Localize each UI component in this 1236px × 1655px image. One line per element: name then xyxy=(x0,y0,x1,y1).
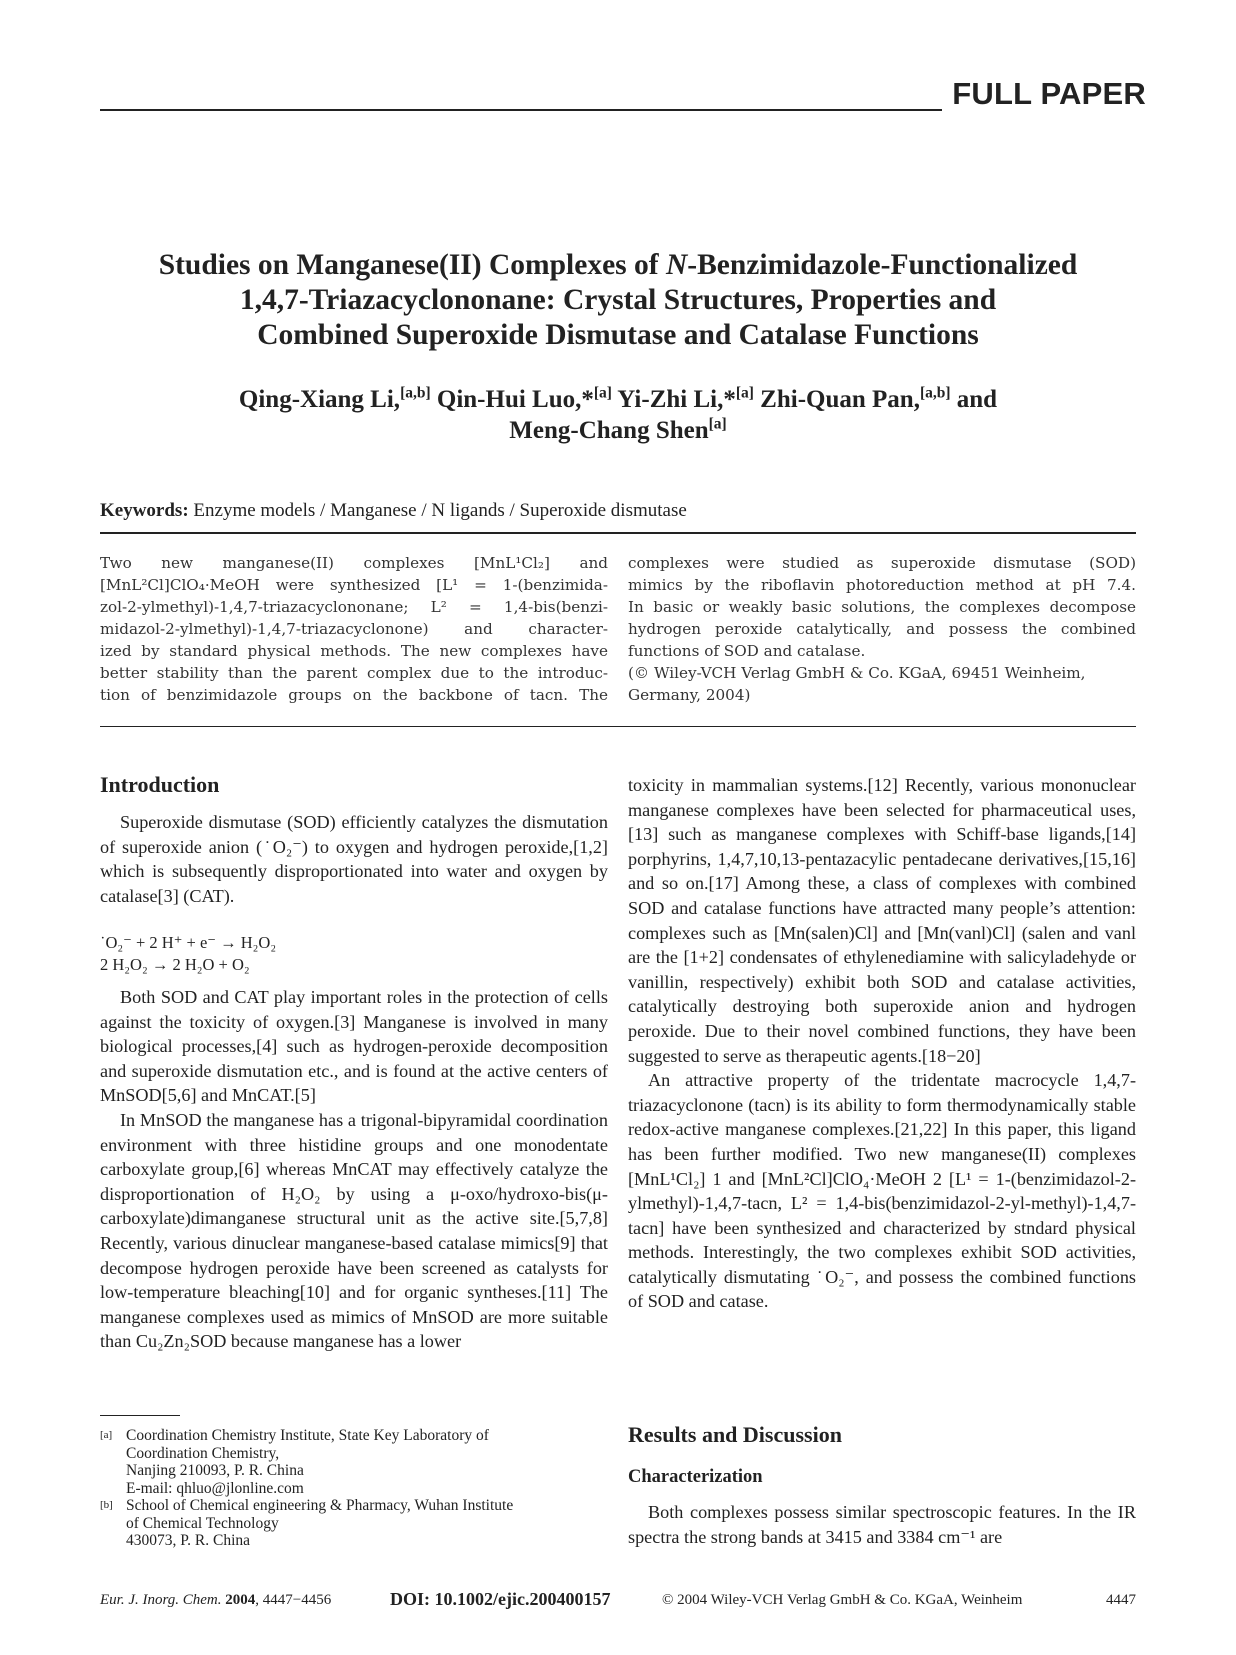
abstract-line: zol-2-ylmethyl)-1,4,7-triazacyclononane; L² = 1,4-bis(benzi- xyxy=(100,598,608,616)
abstract-top-rule xyxy=(100,532,1136,534)
keywords: Keywords: Enzyme models / Manganese / N ligands / Superoxide dismutase xyxy=(100,500,687,521)
footnote-b: [b] School of Chemical engineering & Pharmacy, Wuhan Institute of Chemical Technology 430073, P. R. China xyxy=(100,1497,514,1549)
subsection-heading-characterization: Characterization xyxy=(628,1467,763,1487)
page-title: Studies on Manganese(II) Complexes of N-Benzimidazole-Functionalized 1,4,7-Triazacyclononane: Crystal Structures, Properties and Combined Superoxide Dismutase and Catalase Functions xyxy=(100,248,1136,353)
characterization-paragraph: Both complexes possess similar spectroscopic features. In the IR spectra the strong bands at 3415 and 3384 cm⁻¹ are xyxy=(628,1502,1136,1547)
footer-doi: DOI: 10.1002/ejic.200400157 xyxy=(390,1589,611,1609)
abstract-line: complexes were studied as superoxide dismutase (SOD) xyxy=(628,554,1136,572)
abstract-line: [MnL²Cl]ClO₄·MeOH were synthesized [L¹ = 1-(benzimida- xyxy=(100,576,608,594)
right-column-text: toxicity in mammalian systems.[12] Recently, various mononuclear manganese complexes have been selected for pharmaceutical uses,[13] such as manganese complexes with Schiff-base ligands,[14] porphyrins, 1,4,7,10,13-pentazacylic pentadecane derivatives,[15,16] and so on.[17] Among these, a class of complexes with combined SOD and catalase functions have attracted many people’s attention: complexes such as [Mn(salen)Cl] and [Mn(vanl)Cl] (salen and vanl are the [1+2] condensates of ethylenediamine with salicyladehyde or vanillin, respectively) exhibit both SOD and catalase activities, catalytically destroying both superoxide anion and hydrogen peroxide. Due to their novel combined functions, they have been suggested to serve as therapeutic agents.[18−20] An attractive property of the tridentate macrocycle 1,4,7-triazacyclonone (tacn) is its ability to form thermodynamically stable redox-active manganese complexes.[21,22] In this paper, this ligand has been further modified. Two new manganese(II) complexes [MnL¹Cl₂] 1 and [MnL²Cl]ClO₄·MeOH 2 [L¹ = 1-(benzimidazol-2-ylmethyl)-1,4,7-tacn, L² = 1,4-bis(benzimidazol-2-yl-methyl)-1,4,7-tacn] have been synthesized and characterized by stndard physical methods. Interestingly, the two complexes exhibit SOD activities, catalytically dismutating ˙O₂⁻, and possess the combined functions of SOD and catase. xyxy=(628,775,1136,1312)
footer-copyright: © 2004 Wiley-VCH Verlag GmbH & Co. KGaA, Weinheim xyxy=(662,1592,1023,1608)
abstract-line: In basic or weakly basic solutions, the complexes decompose xyxy=(628,598,1136,616)
section-label: FULL PAPER xyxy=(952,76,1146,111)
section-heading-introduction: Introduction xyxy=(100,772,220,797)
abstract-line: (© Wiley-VCH Verlag GmbH & Co. KGaA, 69451 Weinheim, xyxy=(628,664,1086,682)
abstract-line: better stability than the parent complex due to the introduc- xyxy=(100,664,608,682)
footnotes xyxy=(100,1427,610,1550)
abstract-line: functions of SOD and catalase. xyxy=(628,642,866,660)
equation-1: ˙O₂⁻ + 2 H⁺ + e⁻ → H₂O₂ xyxy=(100,933,277,952)
author-list: Qing-Xiang Li,[a,b] Qin-Hui Luo,*[a] Yi-Zhi Li,*[a] Zhi-Quan Pan,[a,b] and Meng-Chang Shen[a] xyxy=(238,384,998,444)
abstract-line: ized by standard physical methods. The new complexes have xyxy=(100,642,608,660)
title-line-2: 1,4,7-Triazacyclononane: Crystal Structures, Properties and xyxy=(239,284,997,316)
header-rule xyxy=(100,109,942,111)
abstract-line: Two new manganese(II) complexes [MnL¹Cl₂] and xyxy=(100,554,608,572)
footnote-rule xyxy=(100,1415,180,1416)
intro-paragraph-1: Superoxide dismutase (SOD) efficiently catalyzes the dismutation of superoxide anion (˙O₂⁻) to oxygen and hydrogen peroxide,[1,2] which is subsequently disproportionated into water and oxygen by catalase[3] (CAT). xyxy=(100,812,608,906)
intro-paragraph-2: Both SOD and CAT play important roles in the protection of cells against the toxicity of oxygen.[3] Manganese is involved in many biological processes,[4] such as hydrogen-peroxide decomposition and superoxide dismutation etc., and is found at the active centers of MnSOD[5,6] and MnCAT.[5] In MnSOD the manganese has a trigonal-bipyramidal coordination environment with three histidine groups and one monodentate carboxylate group,[6] whereas MnCAT may effectively catalyze the disproportionation of H₂O₂ by using a μ-oxo/hydroxo-bis(μ-carboxylate)dimanganese structural unit as the active site.[5,7,8] Recently, various dinuclear manganese-based catalase mimics[9] that decompose hydrogen peroxide have been screened as catalysts for low-temperature bleaching[10] and for organic syntheses.[11] The manganese complexes used as mimics of MnSOD are more suitable than Cu₂Zn₂SOD because manganese has a lower xyxy=(100,987,608,1352)
abstract-bottom-rule xyxy=(100,726,1136,727)
abstract-line: tion of benzimidazole groups on the backbone of tacn. The xyxy=(100,686,608,704)
abstract-line: midazol-2-ylmethyl)-1,4,7-triazacyclonone) and character- xyxy=(100,620,608,638)
abstract-left xyxy=(100,552,608,706)
footnote-a: [a] Coordination Chemistry Institute, State Key Laboratory of Coordination Chemistry, Nanjing 210093, P. R. China E-mail: qhluo@jlonline.com xyxy=(100,1427,489,1497)
abstract-right xyxy=(628,552,1136,706)
abstract-line: Germany, 2004) xyxy=(628,686,751,704)
abstract-line: mimics by the riboflavin photoreduction method at pH 7.4. xyxy=(628,576,1136,594)
page-number: 4447 xyxy=(1106,1592,1136,1608)
equation-2: 2 H₂O₂ → 2 H₂O + O₂ xyxy=(100,955,250,974)
abstract-line: hydrogen peroxide catalytically, and possess the combined xyxy=(628,620,1136,638)
section-heading-results: Results and Discussion xyxy=(628,1422,842,1447)
title-line-3: Combined Superoxide Dismutase and Catalase Functions xyxy=(257,319,979,351)
footer-citation: Eur. J. Inorg. Chem. 2004, 4447−4456 xyxy=(100,1592,332,1608)
